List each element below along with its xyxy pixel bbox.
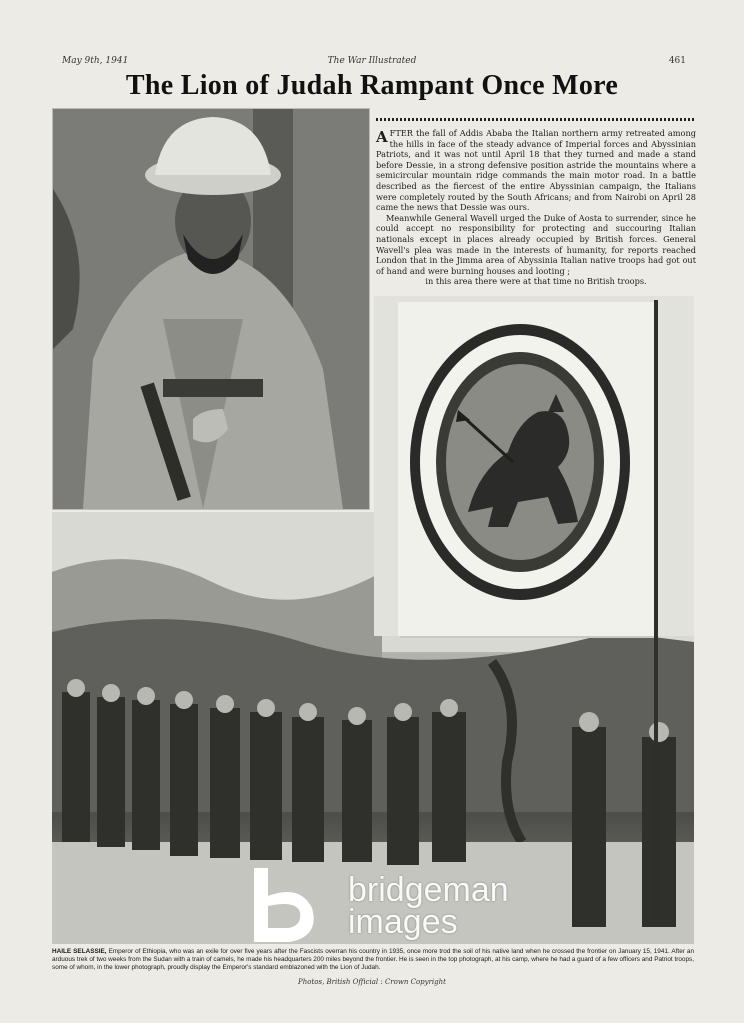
watermark-line-1: bridgeman — [348, 871, 509, 909]
watermark-line-2: images — [348, 903, 458, 941]
lion-of-judah-icon — [398, 302, 654, 636]
page-title: The Lion of Judah Rampant Once More — [125, 70, 619, 101]
publication-name: The War Illustrated — [327, 56, 417, 66]
bridgeman-b-logo-icon — [250, 866, 330, 946]
drop-cap: A — [376, 128, 388, 146]
imperial-standard-flag — [398, 302, 654, 636]
portrait-illustration — [53, 109, 369, 509]
watermark-text — [348, 871, 509, 941]
caption-text: Emperor of Ethiopia, who was an exile for over five years after the Fascists overran his country in 1935, once more trod the soil of his native land when he crossed the frontier on January 15, 1941. After an arduous trek of two weeks from the Sudan with a train of camels, he made his headquarters 200 miles beyond the frontier. He is seen in the top photograph, at his camp, where he had a guard of a few officers and Patriot troops, some of whom, in the lower photograph, proudly display the Emperor's standard emblazoned with the Lion of Judah. — [52, 948, 694, 972]
flag-pole — [654, 300, 658, 920]
page-number: 461 — [668, 56, 686, 66]
photo-caption — [52, 948, 694, 973]
paragraph-1-text: FTER the fall of Addis Ababa the Italian northern army retreated among the hills in face of the steady advance of Imperial forces and Abyssinian Patriots, and it was not until April 18 that they turned and made a stand before Dessie, in a strong defensive position astride the mountains where a semicircular mountain ridge commands the main motor road. In a battle described as the fiercest of the entire Abyssinian campaign, the Italians were completely routed by the South Africans; and from Nairobi on April 28 came the news that Dessie was ours. — [376, 128, 696, 213]
article-paragraph-2: Meanwhile General Wavell urged the Duke of Aosta to surrender, since he could accept no responsibility for protecting and succouring Italian nationals except in places already occupied by British forces. General Wavell's plea was made in the interests of humanity, for reports reached London that in the Jimma area of Abyssinia Italian native troops had got out of hand and were burning houses and looting ; — [376, 212, 696, 276]
portrait-photo — [52, 108, 370, 510]
article-paragraph-1 — [376, 128, 696, 213]
article-body — [376, 128, 696, 287]
caption-lead: HAILE SELASSIE, — [52, 948, 107, 955]
issue-date: May 9th, 1941 — [62, 56, 129, 66]
photo-credit: Photos, British Official : Crown Copyright — [298, 978, 446, 986]
watermark — [250, 866, 720, 946]
title-divider — [376, 118, 694, 121]
article-paragraph-3: in this area there were at that time no British troops. — [425, 276, 647, 287]
